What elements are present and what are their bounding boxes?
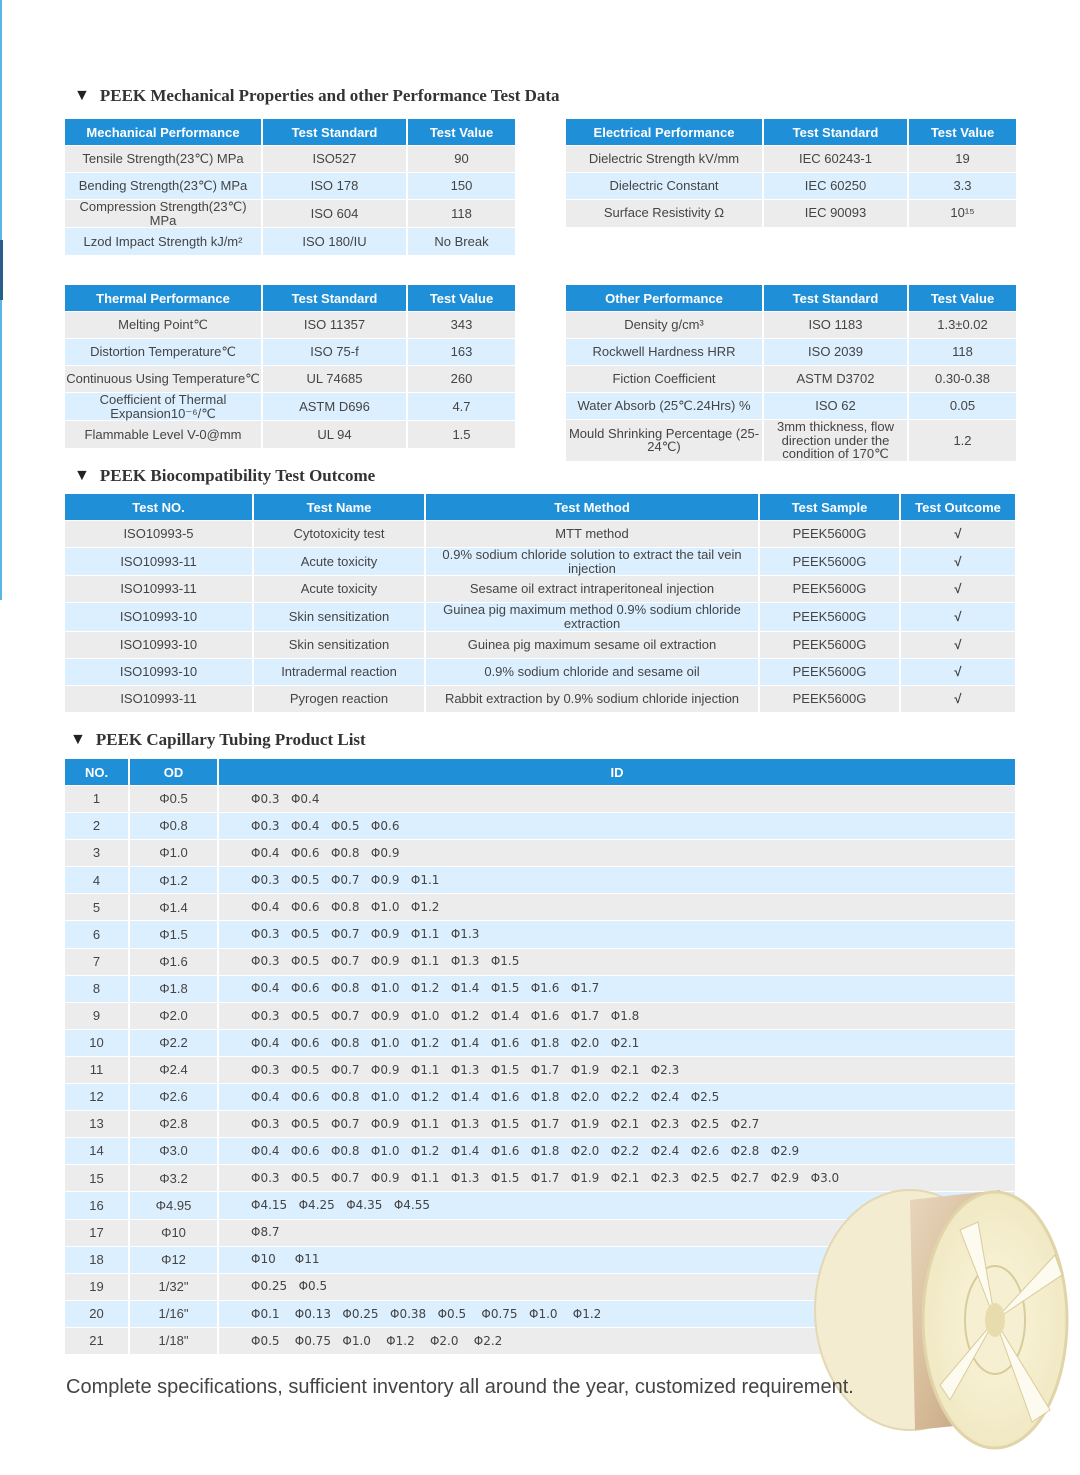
- table-cell: Acute toxicity: [253, 576, 425, 603]
- table-cell: Skin sensitization: [253, 603, 425, 631]
- table-header-row: [566, 285, 1016, 312]
- table-cell: Φ0.3 Φ0.5 Φ0.7 Φ0.9 Φ1.1 Φ1.3: [218, 921, 1015, 948]
- table-cell: 1: [65, 786, 129, 813]
- table-cell: No Break: [407, 228, 515, 255]
- table-cell: Φ2.6: [129, 1084, 218, 1111]
- table-row: [65, 948, 1015, 975]
- table-cell: 3: [65, 840, 129, 867]
- table-cell: UL 74685: [262, 366, 407, 393]
- table-cell: Φ0.5 Φ0.75 Φ1.0 Φ1.2 Φ2.0 Φ2.2: [218, 1327, 1015, 1354]
- table-cell: Φ1.4: [129, 894, 218, 921]
- column-header: Test Standard: [262, 285, 407, 312]
- table-row: [65, 840, 1015, 867]
- table-cell: 0.9% sodium chloride and sesame oil: [425, 658, 759, 685]
- biocompatibility-section-title: ▼ PEEK Biocompatibility Test Outcome: [74, 466, 376, 485]
- checkmark-icon: √: [900, 548, 1015, 576]
- table-cell: MTT method: [425, 521, 759, 548]
- column-header: Other Performance: [566, 285, 763, 312]
- checkmark-icon: √: [900, 631, 1015, 658]
- table-cell: Surface Resistivity Ω: [566, 200, 763, 227]
- table-row: [566, 420, 1016, 461]
- table-row: [566, 393, 1016, 420]
- column-header: Test Value: [908, 119, 1016, 146]
- table-row: [566, 366, 1016, 393]
- table-cell: Φ2.2: [129, 1029, 218, 1056]
- table-cell: 21: [65, 1327, 129, 1354]
- table-cell: 343: [407, 312, 515, 339]
- table-cell: 19: [65, 1273, 129, 1300]
- column-header: Test Standard: [763, 119, 908, 146]
- table-row: [566, 312, 1016, 339]
- table-row: [566, 146, 1016, 173]
- table-row: [65, 1084, 1015, 1111]
- table-cell: 260: [407, 366, 515, 393]
- column-header: Thermal Performance: [65, 285, 262, 312]
- table-cell: Dielectric Strength kV/mm: [566, 146, 763, 173]
- table-row: [65, 975, 1015, 1002]
- table-cell: 1/18": [129, 1327, 218, 1354]
- table-cell: Φ10 Φ11: [218, 1246, 1015, 1273]
- table-cell: 2: [65, 813, 129, 840]
- table-row: [65, 339, 515, 366]
- table-cell: Lzod Impact Strength kJ/m²: [65, 228, 262, 255]
- table-cell: Φ4.15 Φ4.25 Φ4.35 Φ4.55: [218, 1192, 1015, 1219]
- table-cell: 10¹⁵: [908, 200, 1016, 227]
- table-cell: PEEK5600G: [759, 631, 900, 658]
- table-row: [65, 393, 515, 421]
- table-cell: Melting Point℃: [65, 312, 262, 339]
- table-header-row: [65, 119, 515, 146]
- table-cell: ISO 604: [262, 200, 407, 228]
- mechanical-section-title: ▼ PEEK Mechanical Properties and other Performance Test Data: [74, 86, 560, 105]
- capillary-section-title: ▼ PEEK Capillary Tubing Product List: [70, 730, 366, 749]
- table-cell: 1.3±0.02: [908, 312, 1016, 339]
- table-cell: 16: [65, 1192, 129, 1219]
- checkmark-icon: √: [900, 521, 1015, 548]
- table-cell: ISO 75-f: [262, 339, 407, 366]
- table-cell: Φ0.4 Φ0.6 Φ0.8 Φ1.0 Φ1.2: [218, 894, 1015, 921]
- thermal-table: [65, 285, 515, 448]
- table-cell: Tensile Strength(23℃) MPa: [65, 146, 262, 173]
- table-header-row: [65, 285, 515, 312]
- column-header: Test Standard: [262, 119, 407, 146]
- table-cell: Φ10: [129, 1219, 218, 1246]
- column-header: Test Name: [253, 494, 425, 521]
- table-cell: Φ1.5: [129, 921, 218, 948]
- table-cell: 150: [407, 173, 515, 200]
- table-cell: 118: [407, 200, 515, 228]
- table-cell: PEEK5600G: [759, 548, 900, 576]
- table-cell: 19: [908, 146, 1016, 173]
- column-header: Test Sample: [759, 494, 900, 521]
- table-cell: Sesame oil extract intraperitoneal injection: [425, 576, 759, 603]
- table-cell: Guinea pig maximum method 0.9% sodium chloride extraction: [425, 603, 759, 631]
- table-cell: PEEK5600G: [759, 576, 900, 603]
- checkmark-icon: √: [900, 576, 1015, 603]
- table-row: [65, 200, 515, 228]
- table-cell: IEC 60243-1: [763, 146, 908, 173]
- table-cell: 11: [65, 1056, 129, 1083]
- table-cell: Φ0.4 Φ0.6 Φ0.8 Φ0.9: [218, 840, 1015, 867]
- table-cell: ISO 2039: [763, 339, 908, 366]
- table-row: [65, 521, 1015, 548]
- table-header-row: [65, 494, 1015, 521]
- table-cell: 8: [65, 975, 129, 1002]
- table-cell: 15: [65, 1165, 129, 1192]
- column-header: Mechanical Performance: [65, 119, 262, 146]
- table-cell: 3.3: [908, 173, 1016, 200]
- table-cell: ISO 1183: [763, 312, 908, 339]
- table-cell: 118: [908, 339, 1016, 366]
- table-cell: Φ0.1 Φ0.13 Φ0.25 Φ0.38 Φ0.5 Φ0.75 Φ1.0 Φ1.2: [218, 1300, 1015, 1327]
- table-cell: ISO10993-10: [65, 631, 253, 658]
- table-cell: Rockwell Hardness HRR: [566, 339, 763, 366]
- table-cell: Φ0.4 Φ0.6 Φ0.8 Φ1.0 Φ1.2 Φ1.4 Φ1.5 Φ1.6 Φ1.7: [218, 975, 1015, 1002]
- table-cell: Mould Shrinking Percentage (25-24℃): [566, 420, 763, 461]
- table-cell: Pyrogen reaction: [253, 685, 425, 712]
- column-header: Test Method: [425, 494, 759, 521]
- table-cell: 5: [65, 894, 129, 921]
- table-cell: 17: [65, 1219, 129, 1246]
- table-row: [65, 786, 1015, 813]
- table-cell: ISO 180/IU: [262, 228, 407, 255]
- table-row: [566, 173, 1016, 200]
- table-cell: Φ0.3 Φ0.5 Φ0.7 Φ0.9 Φ1.1 Φ1.3 Φ1.5 Φ1.7 Φ1.9 Φ2.1 Φ2.3 Φ2.5 Φ2.7 Φ2.9 Φ3.0: [218, 1165, 1015, 1192]
- column-header: Test Outcome: [900, 494, 1015, 521]
- table-cell: Φ0.4 Φ0.6 Φ0.8 Φ1.0 Φ1.2 Φ1.4 Φ1.6 Φ1.8 Φ2.0 Φ2.1: [218, 1029, 1015, 1056]
- table-cell: UL 94: [262, 421, 407, 448]
- column-header: Test NO.: [65, 494, 253, 521]
- table-cell: Φ0.25 Φ0.5: [218, 1273, 1015, 1300]
- table-cell: Continuous Using Temperature℃: [65, 366, 262, 393]
- page-edge-stripe: [0, 0, 2, 600]
- table-row: [65, 867, 1015, 894]
- table-cell: Flammable Level V-0@mm: [65, 421, 262, 448]
- table-cell: Φ3.0: [129, 1138, 218, 1165]
- tubing-spool-image: [800, 1160, 1075, 1460]
- other-performance-table: [566, 285, 1016, 461]
- mechanical-table: [65, 119, 515, 255]
- table-row: [65, 1002, 1015, 1029]
- table-row: [65, 366, 515, 393]
- table-cell: Water Absorb (25℃.24Hrs) %: [566, 393, 763, 420]
- table-cell: Φ0.8: [129, 813, 218, 840]
- table-cell: 12: [65, 1084, 129, 1111]
- table-cell: ISO10993-10: [65, 603, 253, 631]
- column-header: Test Standard: [763, 285, 908, 312]
- column-header: Electrical Performance: [566, 119, 763, 146]
- table-cell: 0.30-0.38: [908, 366, 1016, 393]
- column-header: OD: [129, 759, 218, 786]
- table-cell: Φ1.0: [129, 840, 218, 867]
- table-cell: Cytotoxicity test: [253, 521, 425, 548]
- table-row: [566, 200, 1016, 227]
- checkmark-icon: √: [900, 685, 1015, 712]
- table-row: [65, 631, 1015, 658]
- table-row: [65, 1029, 1015, 1056]
- table-row: [65, 813, 1015, 840]
- table-cell: IEC 60250: [763, 173, 908, 200]
- table-cell: Φ0.3 Φ0.4 Φ0.5 Φ0.6: [218, 813, 1015, 840]
- table-cell: Dielectric Constant: [566, 173, 763, 200]
- table-cell: Φ0.3 Φ0.5 Φ0.7 Φ0.9 Φ1.1 Φ1.3 Φ1.5 Φ1.7 Φ1.9 Φ2.1 Φ2.3 Φ2.5 Φ2.7: [218, 1111, 1015, 1138]
- table-cell: 1/16": [129, 1300, 218, 1327]
- table-cell: ISO10993-11: [65, 685, 253, 712]
- table-cell: 7: [65, 948, 129, 975]
- table-cell: Φ1.8: [129, 975, 218, 1002]
- table-cell: Rabbit extraction by 0.9% sodium chloride injection: [425, 685, 759, 712]
- table-cell: 14: [65, 1138, 129, 1165]
- column-header: Test Value: [908, 285, 1016, 312]
- table-cell: ISO10993-11: [65, 548, 253, 576]
- table-row: [65, 146, 515, 173]
- table-cell: 0.9% sodium chloride solution to extract the tail vein injection: [425, 548, 759, 576]
- table-cell: ISO10993-11: [65, 576, 253, 603]
- table-cell: 3mm thickness, flow direction under the condition of 170℃: [763, 420, 908, 461]
- electrical-table: [566, 119, 1016, 227]
- table-row: [65, 421, 515, 448]
- triangle-down-icon: ▼: [70, 731, 86, 748]
- table-cell: Φ0.5: [129, 786, 218, 813]
- table-cell: Φ1.6: [129, 948, 218, 975]
- column-header: Test Value: [407, 285, 515, 312]
- table-cell: Φ2.8: [129, 1111, 218, 1138]
- table-cell: Φ0.4 Φ0.6 Φ0.8 Φ1.0 Φ1.2 Φ1.4 Φ1.6 Φ1.8 Φ2.0 Φ2.2 Φ2.4 Φ2.5: [218, 1084, 1015, 1111]
- table-cell: ASTM D3702: [763, 366, 908, 393]
- biocompatibility-table: [65, 494, 1015, 712]
- table-cell: Φ0.3 Φ0.5 Φ0.7 Φ0.9 Φ1.1 Φ1.3 Φ1.5 Φ1.7 Φ1.9 Φ2.1 Φ2.3: [218, 1056, 1015, 1083]
- table-cell: Density g/cm³: [566, 312, 763, 339]
- table-cell: ISO10993-5: [65, 521, 253, 548]
- table-cell: ISO10993-10: [65, 658, 253, 685]
- table-cell: Acute toxicity: [253, 548, 425, 576]
- table-cell: 13: [65, 1111, 129, 1138]
- table-cell: 1.2: [908, 420, 1016, 461]
- table-cell: Distortion Temperature℃: [65, 339, 262, 366]
- table-cell: ISO527: [262, 146, 407, 173]
- table-cell: PEEK5600G: [759, 603, 900, 631]
- footer-tagline: Complete specifications, sufficient inventory all around the year, customized requirement.: [66, 1376, 854, 1398]
- table-cell: Φ0.4 Φ0.6 Φ0.8 Φ1.0 Φ1.2 Φ1.4 Φ1.6 Φ1.8 Φ2.0 Φ2.2 Φ2.4 Φ2.6 Φ2.8 Φ2.9: [218, 1138, 1015, 1165]
- table-cell: 90: [407, 146, 515, 173]
- table-row: [65, 1111, 1015, 1138]
- table-row: [65, 312, 515, 339]
- table-row: [65, 658, 1015, 685]
- table-cell: 4: [65, 867, 129, 894]
- table-cell: 1/32": [129, 1273, 218, 1300]
- table-row: [65, 173, 515, 200]
- table-cell: 20: [65, 1300, 129, 1327]
- table-cell: 18: [65, 1246, 129, 1273]
- table-row: [566, 339, 1016, 366]
- column-header: ID: [218, 759, 1015, 786]
- table-cell: ISO 11357: [262, 312, 407, 339]
- table-cell: Guinea pig maximum sesame oil extraction: [425, 631, 759, 658]
- table-cell: 9: [65, 1002, 129, 1029]
- table-row: [65, 894, 1015, 921]
- checkmark-icon: √: [900, 603, 1015, 631]
- table-cell: PEEK5600G: [759, 685, 900, 712]
- table-cell: Fiction Coefficient: [566, 366, 763, 393]
- table-row: [65, 1056, 1015, 1083]
- table-header-row: [566, 119, 1016, 146]
- table-cell: ASTM D696: [262, 393, 407, 421]
- triangle-down-icon: ▼: [74, 87, 90, 104]
- table-row: [65, 685, 1015, 712]
- table-cell: Φ0.3 Φ0.5 Φ0.7 Φ0.9 Φ1.0 Φ1.2 Φ1.4 Φ1.6 Φ1.7 Φ1.8: [218, 1002, 1015, 1029]
- table-cell: Φ1.2: [129, 867, 218, 894]
- table-cell: Φ12: [129, 1246, 218, 1273]
- checkmark-icon: √: [900, 658, 1015, 685]
- table-cell: 10: [65, 1029, 129, 1056]
- table-cell: 0.05: [908, 393, 1016, 420]
- table-cell: Φ2.0: [129, 1002, 218, 1029]
- table-row: [65, 576, 1015, 603]
- table-cell: ISO 62: [763, 393, 908, 420]
- table-cell: 4.7: [407, 393, 515, 421]
- page-edge-mark: [0, 240, 3, 300]
- table-cell: Bending Strength(23℃) MPa: [65, 173, 262, 200]
- table-cell: Coefficient of Thermal Expansion10⁻⁶/℃: [65, 393, 262, 421]
- table-cell: ISO 178: [262, 173, 407, 200]
- table-row: [65, 228, 515, 255]
- table-row: [65, 603, 1015, 631]
- table-cell: Φ0.3 Φ0.5 Φ0.7 Φ0.9 Φ1.1: [218, 867, 1015, 894]
- table-header-row: [65, 759, 1015, 786]
- triangle-down-icon: ▼: [74, 467, 90, 484]
- table-cell: Φ8.7: [218, 1219, 1015, 1246]
- table-cell: Φ0.3 Φ0.5 Φ0.7 Φ0.9 Φ1.1 Φ1.3 Φ1.5: [218, 948, 1015, 975]
- table-cell: 6: [65, 921, 129, 948]
- table-cell: Φ0.3 Φ0.4: [218, 786, 1015, 813]
- table-cell: Skin sensitization: [253, 631, 425, 658]
- table-cell: PEEK5600G: [759, 658, 900, 685]
- table-cell: 163: [407, 339, 515, 366]
- table-cell: Φ4.95: [129, 1192, 218, 1219]
- table-cell: 1.5: [407, 421, 515, 448]
- column-header: Test Value: [407, 119, 515, 146]
- table-row: [65, 548, 1015, 576]
- table-cell: IEC 90093: [763, 200, 908, 227]
- table-cell: Compression Strength(23℃) MPa: [65, 200, 262, 228]
- table-cell: Φ2.4: [129, 1056, 218, 1083]
- table-cell: Intradermal reaction: [253, 658, 425, 685]
- table-row: [65, 921, 1015, 948]
- table-cell: Φ3.2: [129, 1165, 218, 1192]
- column-header: NO.: [65, 759, 129, 786]
- table-cell: PEEK5600G: [759, 521, 900, 548]
